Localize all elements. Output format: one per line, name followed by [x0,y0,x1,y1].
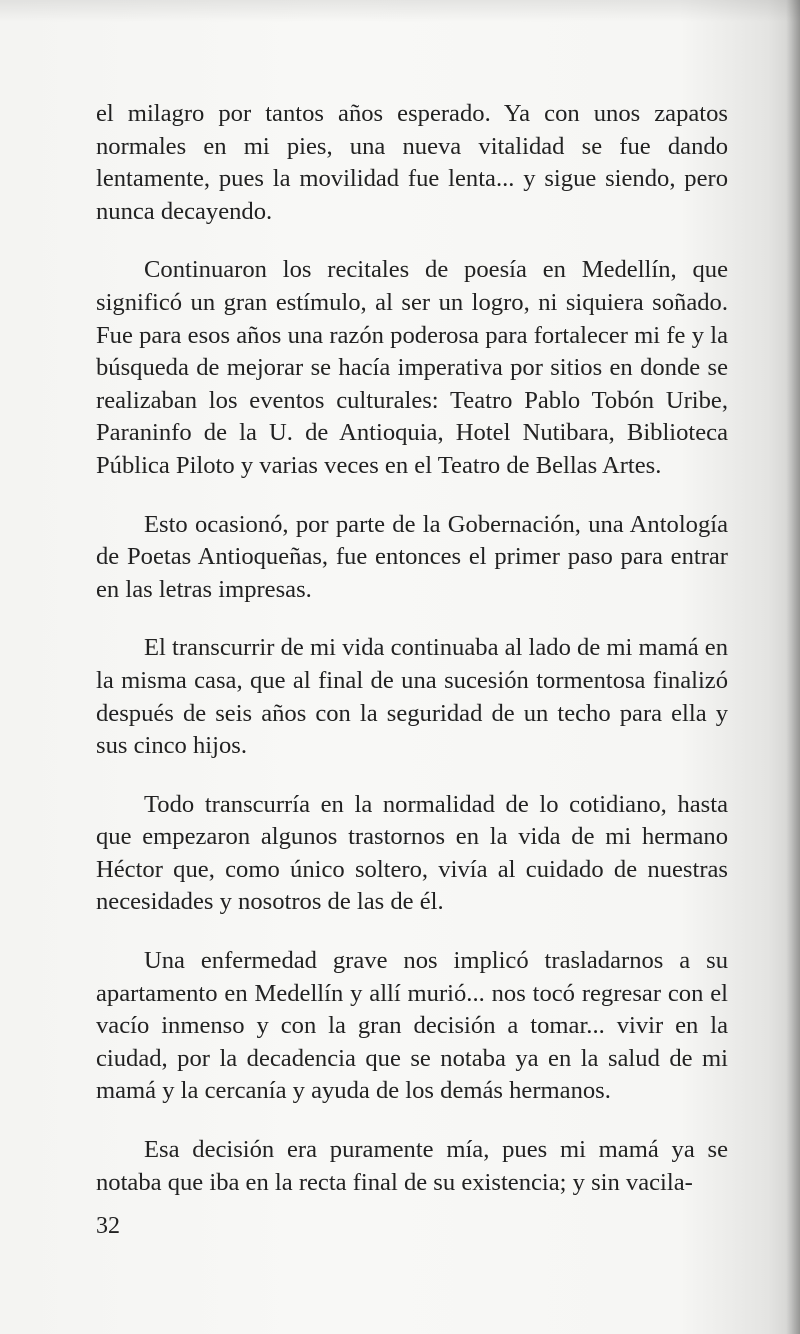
paragraph: Continuaron los recitales de poesía en Medellín, que significó un gran estímulo, al ser un logro, ni siquiera soñado. Fue para esos años una razón poderosa para fortalecer mi fe y la búsqueda de mejorar se hacía imperativa por sitios en donde se realizaban los eventos culturales: Teatro Pablo Tobón Uribe, Paraninfo de la U. de Antioquia, Hotel Nutibara, Biblioteca Pública Piloto y varias veces en el Teatro de Bellas Artes. [96,256,728,479]
paragraph: Esa decisión era puramente mía, pues mi mamá ya se notaba que iba en la recta final de su existencia; y sin vacila- [96,1136,728,1196]
body-text [96,98,728,1225]
paragraph: el milagro por tantos años esperado. Ya con unos zapatos normales en mi pies, una nueva vitalidad se fue dando lentamente, pues la movilidad fue lenta... y sigue siendo, pero nunca decayendo. [96,100,728,225]
page-top-shadow [0,0,800,22]
paragraph: El transcurrir de mi vida continuaba al lado de mi mamá en la misma casa, que al final de una sucesión tormentosa finalizó después de seis años con la seguridad de un techo para ella y sus cinco hijos. [96,634,728,760]
paragraph: Todo transcurría en la normalidad de lo cotidiano, hasta que empezaron algunos trastornos en la vida de mi hermano Héctor que, como único soltero, vivía al cuidado de nuestras necesidades y nosotros de las de él. [96,790,728,916]
page-number: 32 [96,1213,120,1239]
paragraph: Esto ocasionó, por parte de la Gobernación, una Antología de Poetas Antioqueñas, fue entonces el primer paso para entrar en las letras impresas. [96,510,728,603]
paragraph: Una enfermedad grave nos implicó trasladarnos a su apartamento en Medellín y allí murió... nos tocó regresar con el vacío inmenso y con la gran decisión a tomar... vivir en la ciudad, por la decadencia que se notaba ya en la salud de mi mamá y la cercanía y ayuda de los demás hermanos. [96,947,728,1105]
page-gutter-shadow [786,0,800,1334]
